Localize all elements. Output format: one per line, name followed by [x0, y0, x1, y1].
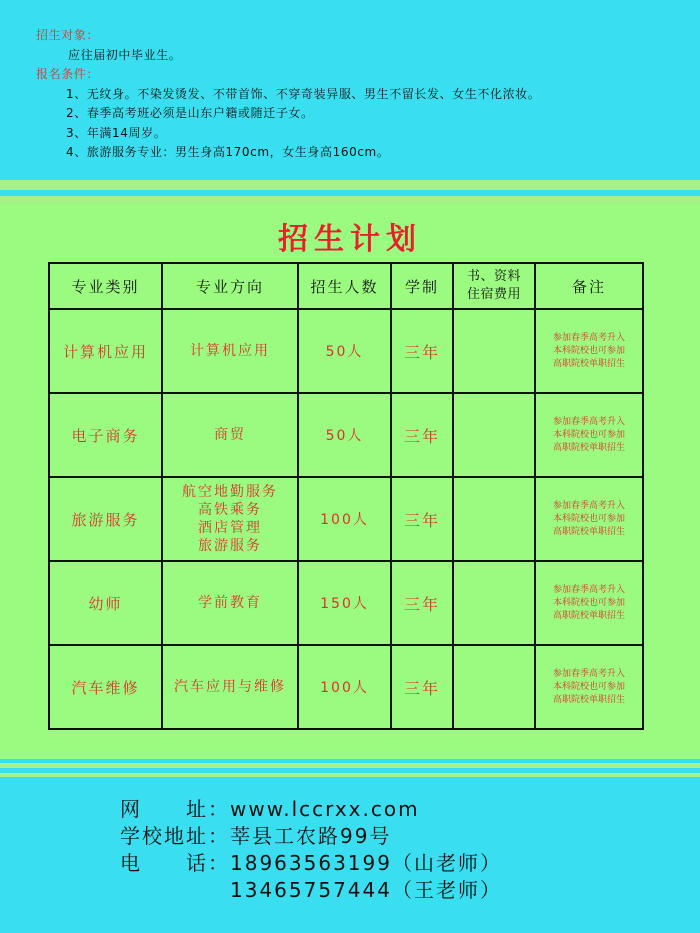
requirements-section [0, 0, 700, 180]
divider-stripe [0, 773, 700, 777]
header-duration: 学制 [391, 263, 453, 309]
note-line: 参加春季高考升入 [552, 500, 625, 511]
header-category: 专业类别 [49, 263, 162, 309]
category-cell: 汽车维修 [49, 645, 162, 729]
header-fees-line1: 书、资料 [466, 269, 521, 284]
direction-cell [162, 309, 298, 393]
plan-title: 招生计划 [278, 222, 422, 257]
count-cell: 100人 [298, 477, 391, 561]
note-line: 本科院校也可参加 [552, 513, 625, 524]
condition-item: 2、春季高考班必须是山东户籍或随迁子女。 [66, 106, 314, 120]
table-header-row [49, 263, 643, 309]
phone-number[interactable]: 18963563199（山老师） [230, 851, 502, 875]
condition-item: 1、无纹身。不染发烫发、不带首饰、不穿奇装异服、男生不留长发、女生不化浓妆。 [66, 86, 541, 101]
note-cell [535, 477, 643, 561]
direction-cell [162, 393, 298, 477]
note-line: 参加春季高考升入 [552, 584, 625, 595]
direction-cell [162, 561, 298, 645]
contact-info [120, 796, 502, 904]
duration-cell: 三年 [391, 309, 453, 393]
count-cell: 150人 [298, 561, 391, 645]
fees-cell [453, 645, 535, 729]
direction-line: 高铁乘务 [198, 502, 262, 518]
direction-line: 商贸 [214, 427, 246, 443]
divider-stripe [0, 180, 700, 190]
website-label: 网 址： [120, 797, 230, 821]
website-link[interactable]: www.lccrxx.com [230, 797, 420, 821]
note-line: 本科院校也可参加 [552, 429, 625, 440]
direction-line: 旅游服务 [198, 538, 262, 554]
direction-line: 航空地勤服务 [182, 484, 278, 500]
note-cell [535, 561, 643, 645]
duration-cell: 三年 [391, 645, 453, 729]
header-note: 备注 [535, 263, 643, 309]
table-row [49, 309, 643, 393]
note-line: 本科院校也可参加 [552, 681, 625, 692]
duration-cell: 三年 [391, 561, 453, 645]
fees-cell [453, 477, 535, 561]
direction-line: 学前教育 [198, 595, 262, 611]
header-fees [453, 263, 535, 309]
fees-cell [453, 561, 535, 645]
condition-item: 4、旅游服务专业：男生身高170cm，女生身高160cm。 [66, 145, 390, 159]
header-fees-line2: 住宿费用 [466, 287, 521, 302]
phone-number[interactable]: 13465757444（王老师） [230, 878, 502, 902]
phone-row [120, 877, 502, 904]
direction-line: 计算机应用 [190, 343, 270, 359]
direction-cell [162, 645, 298, 729]
note-line: 本科院校也可参加 [552, 345, 625, 356]
count-cell: 50人 [298, 393, 391, 477]
requirements-text [36, 26, 540, 163]
address-text: 莘县工农路99号 [230, 824, 392, 848]
note-line: 高职院校单职招生 [552, 694, 625, 705]
table-row [49, 393, 643, 477]
address-label: 学校地址： [120, 824, 230, 848]
target-heading: 招生对象： [36, 28, 100, 42]
enrollment-plan-table [48, 262, 644, 730]
note-cell [535, 645, 643, 729]
note-line: 参加春季高考升入 [552, 668, 625, 679]
fees-cell [453, 393, 535, 477]
category-cell: 旅游服务 [49, 477, 162, 561]
header-count: 招生人数 [298, 263, 391, 309]
table-row [49, 645, 643, 729]
phone-label: 电 话： [120, 851, 230, 875]
count-cell: 50人 [298, 309, 391, 393]
note-line: 高职院校单职招生 [552, 442, 625, 453]
note-line: 本科院校也可参加 [552, 597, 625, 608]
category-cell: 电子商务 [49, 393, 162, 477]
note-cell [535, 309, 643, 393]
category-cell: 幼师 [49, 561, 162, 645]
table-row [49, 477, 643, 561]
note-line: 高职院校单职招生 [552, 526, 625, 537]
note-line: 高职院校单职招生 [552, 358, 625, 369]
duration-cell: 三年 [391, 477, 453, 561]
note-line: 参加春季高考升入 [552, 416, 625, 427]
address-row [120, 823, 502, 850]
note-cell [535, 393, 643, 477]
divider-stripe [0, 196, 700, 203]
count-cell: 100人 [298, 645, 391, 729]
header-direction: 专业方向 [162, 263, 298, 309]
direction-line: 酒店管理 [198, 520, 262, 536]
conditions-heading: 报名条件： [36, 67, 100, 81]
note-line: 参加春季高考升入 [552, 332, 625, 343]
note-line: 高职院校单职招生 [552, 610, 625, 621]
fees-cell [453, 309, 535, 393]
target-text: 应往届初中毕业生。 [68, 47, 182, 62]
website-row [120, 796, 502, 823]
direction-cell [162, 477, 298, 561]
phone-row [120, 850, 502, 877]
direction-line: 汽车应用与维修 [174, 679, 286, 695]
condition-item: 3、年满14周岁。 [66, 125, 167, 140]
category-cell: 计算机应用 [49, 309, 162, 393]
duration-cell: 三年 [391, 393, 453, 477]
table-row [49, 561, 643, 645]
